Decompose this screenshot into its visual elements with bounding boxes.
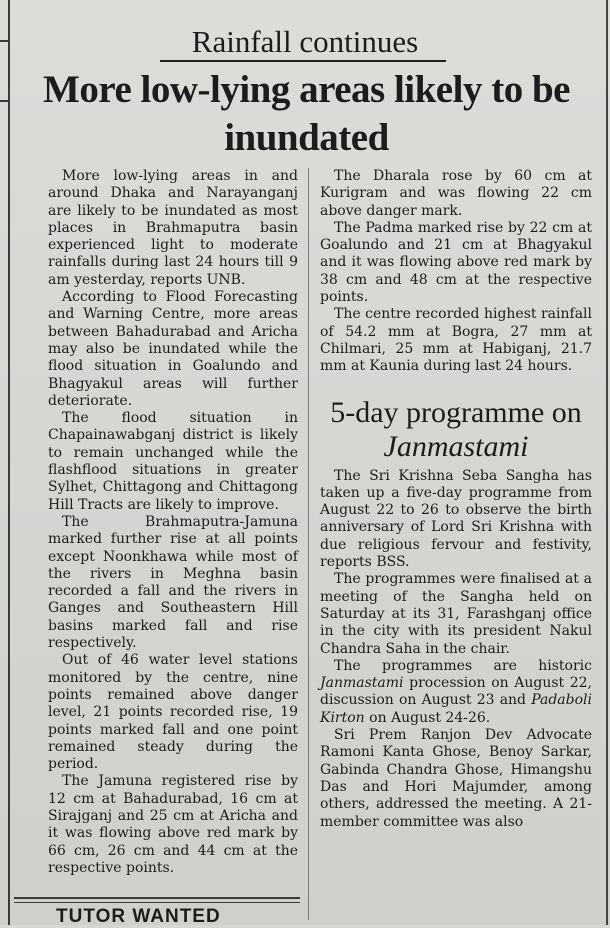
text-run: procession on August 22, discussion on August 23 and (320, 675, 592, 709)
article-paragraph: According to Flood Forecasting and Warning Centre, more areas between Bahadurabad and Aricha may also be inundated while the flood situation in Goalundo and Bhagyakul areas will further deteriorate. (48, 289, 298, 409)
article-paragraph: More low-lying areas in and around Dhaka and Narayanganj are likely to be inundated as most places in Brahmaputra basin experienced light to moderate rainfalls during last 24 hours till 9 am yesterday, reports UNB. (48, 168, 298, 288)
second-story-paragraph: The programmes were finalised at a meeting of the Sangha held on Saturday at its 31, Farashganj office in the city with its president Nakul Chandra Saha in the chair. (320, 571, 592, 657)
article-paragraph: The flood situation in Chapainawabganj district is likely to remain unchanged while the flashflood situations in greater Sylhet, Chittagong and Chittagong Hill Tracts are likely to improve. (48, 410, 298, 513)
article-paragraph: The Dharala rose by 60 cm at Kurigram and was flowing 22 cm above danger mark. (320, 168, 592, 219)
article-column-left (48, 168, 298, 877)
text-run: on August 24-26. (369, 709, 491, 726)
left-column-rule (8, 0, 10, 925)
kicker-heading: Rainfall continues (191, 24, 419, 59)
text-run: The programmes are historic (334, 657, 592, 674)
text-run-italic: Padaboli Kirton (320, 692, 592, 726)
left-edge-tick (0, 100, 8, 102)
text-run-italic: Janmastami (320, 675, 404, 692)
second-story-paragraph: Sri Prem Ranjon Dev Advocate Ramoni Kanta Ghose, Benoy Sarkar, Gabinda Chandra Ghose, Himangshu Das and Hori Majumder, among others, addressed the meeting. A 21-member committee was also (320, 727, 592, 830)
second-story-headline (320, 396, 592, 464)
article-paragraph: The Jamuna registered rise by 12 cm at Bahadurabad, 16 cm at Sirajganj and 25 cm at Aricha and it was flowing above red mark by 66 cm, 26 cm and 44 cm at the respective points. (48, 773, 298, 876)
left-edge-tick (0, 40, 8, 42)
kicker-underline (160, 60, 446, 62)
second-story-title-italic: Janmastami (383, 429, 529, 463)
article-paragraph: The Brahmaputra-Jamuna marked further rise at all points except Noonkhawa while most of the rivers in Meghna basin recorded a fall and the rivers in Ganges and Southeastern Hill basins marked fall and rise respectively. (48, 513, 298, 652)
article-column-right (320, 168, 592, 831)
right-column-rule (606, 0, 608, 925)
article-paragraph: Out of 46 water level stations monitored by the centre, nine points remained above danger level, 21 points recorded rise, 19 points marked fall and one point remained steady during the period. (48, 652, 298, 773)
ad-top-rule (14, 902, 300, 903)
ad-top-rule (14, 897, 300, 899)
second-story-title: 5-day programme on (330, 395, 582, 429)
second-story-paragraph: The Sri Krishna Seba Sangha has taken up a five-day programme from August 22 to 26 to observe the birth anniversary of Lord Sri Krishna with due religious fervour and festivity, reports BSS. (320, 467, 592, 571)
column-divider (308, 168, 309, 920)
second-story-paragraph (320, 658, 592, 727)
tutor-wanted-ad-heading: TUTOR WANTED (56, 906, 221, 927)
article-paragraph: The centre recorded highest rainfall of 54.2 mm at Bogra, 27 mm at Chilmari, 25 mm at Habiganj, 21.7 mm at Kaunia during last 24 hours. (320, 306, 592, 375)
article-paragraph: The Padma marked rise by 22 cm at Goalundo and 21 cm at Bhagyakul and it was flowing above red mark by 38 cm and 48 cm at the respective points. (320, 219, 592, 306)
main-headline: More low-lying areas likely to be inundated (43, 68, 570, 159)
